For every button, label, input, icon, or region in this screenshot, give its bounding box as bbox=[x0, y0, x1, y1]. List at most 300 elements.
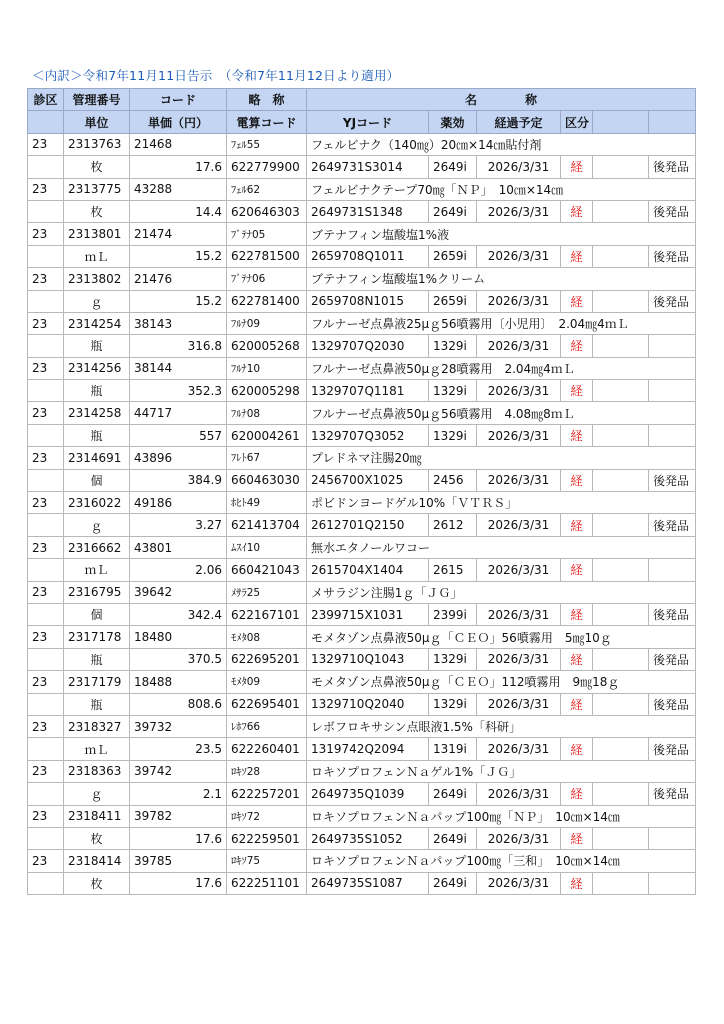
yj-cell: 2649731S3014 bbox=[307, 156, 429, 178]
code-cell: 39785 bbox=[130, 850, 227, 872]
kubun-cell: 経 bbox=[561, 738, 593, 760]
header-keika: 経過予定 bbox=[477, 111, 561, 133]
keika-cell: 2026/3/31 bbox=[477, 648, 561, 670]
table-row bbox=[28, 268, 696, 290]
table-row bbox=[28, 492, 696, 514]
yj-cell: 1329710Q1043 bbox=[307, 648, 429, 670]
name-cell: モメタゾン点鼻液50μｇ「ＣＥＯ」112噴霧用 9㎎18ｇ bbox=[307, 671, 696, 693]
blank-cell bbox=[28, 469, 64, 491]
table-row bbox=[28, 178, 696, 200]
name-cell: ロキソプロフェンＮａパップ100㎎「ＮＰ」 10㎝×14㎝ bbox=[307, 805, 696, 827]
yj-cell: 2456700X1025 bbox=[307, 469, 429, 491]
blank-cell bbox=[28, 514, 64, 536]
blank-cell bbox=[28, 380, 64, 402]
header-kubun: 区分 bbox=[561, 111, 593, 133]
shinku-cell: 23 bbox=[28, 268, 64, 290]
code-cell: 21474 bbox=[130, 223, 227, 245]
header-densan: 電算コード bbox=[227, 111, 307, 133]
code-cell: 21476 bbox=[130, 268, 227, 290]
densan-cell: 622260401 bbox=[227, 738, 307, 760]
blank-cell bbox=[593, 693, 649, 715]
header-shinku: 診区 bbox=[28, 89, 64, 111]
unit-cell: 個 bbox=[64, 603, 130, 625]
code-cell: 39742 bbox=[130, 760, 227, 782]
shinku-cell: 23 bbox=[28, 312, 64, 334]
table-row bbox=[28, 581, 696, 603]
keika-cell: 2026/3/31 bbox=[477, 290, 561, 312]
note-cell: 後発品 bbox=[649, 290, 696, 312]
kanri-cell: 2314254 bbox=[64, 312, 130, 334]
unit-cell: ｍＬ bbox=[64, 559, 130, 581]
code-cell: 43896 bbox=[130, 447, 227, 469]
keika-cell: 2026/3/31 bbox=[477, 335, 561, 357]
blank-cell bbox=[28, 693, 64, 715]
kanri-cell: 2314691 bbox=[64, 447, 130, 469]
yakko-cell: 2659i bbox=[429, 290, 477, 312]
name-cell: ロキソプロフェンＮａゲル1%「ＪＧ」 bbox=[307, 760, 696, 782]
kubun-cell: 経 bbox=[561, 827, 593, 849]
table-row bbox=[28, 223, 696, 245]
price-cell: 15.2 bbox=[130, 245, 227, 267]
kubun-cell: 経 bbox=[561, 290, 593, 312]
ryaku-cell: ﾌﾙﾅ09 bbox=[227, 312, 307, 334]
unit-cell: 枚 bbox=[64, 200, 130, 222]
table-row bbox=[28, 648, 696, 670]
shinku-cell: 23 bbox=[28, 536, 64, 558]
note-cell: 後発品 bbox=[649, 514, 696, 536]
yakko-cell: 2649i bbox=[429, 200, 477, 222]
table-row bbox=[28, 827, 696, 849]
kanri-cell: 2313775 bbox=[64, 178, 130, 200]
blank-cell bbox=[593, 559, 649, 581]
unit-cell: 瓶 bbox=[64, 693, 130, 715]
table-body bbox=[28, 133, 696, 894]
code-cell: 38143 bbox=[130, 312, 227, 334]
kubun-cell: 経 bbox=[561, 245, 593, 267]
table-row bbox=[28, 603, 696, 625]
kubun-cell: 経 bbox=[561, 335, 593, 357]
ryaku-cell: ﾌﾞﾃﾅ06 bbox=[227, 268, 307, 290]
densan-cell: 622695401 bbox=[227, 693, 307, 715]
kanri-cell: 2314256 bbox=[64, 357, 130, 379]
header-blank bbox=[28, 111, 64, 133]
table-row bbox=[28, 760, 696, 782]
yj-cell: 2612701Q2150 bbox=[307, 514, 429, 536]
price-cell: 3.27 bbox=[130, 514, 227, 536]
blank-cell bbox=[28, 559, 64, 581]
name-cell: ポビドンヨードゲル10%「ＶＴＲＳ」 bbox=[307, 492, 696, 514]
keika-cell: 2026/3/31 bbox=[477, 827, 561, 849]
yakko-cell: 1329i bbox=[429, 335, 477, 357]
blank-cell bbox=[28, 424, 64, 446]
table-row bbox=[28, 245, 696, 267]
price-cell: 384.9 bbox=[130, 469, 227, 491]
header-blank bbox=[649, 111, 696, 133]
note-cell: 後発品 bbox=[649, 200, 696, 222]
kanri-cell: 2318414 bbox=[64, 850, 130, 872]
unit-cell: ｇ bbox=[64, 514, 130, 536]
code-cell: 44717 bbox=[130, 402, 227, 424]
note-cell bbox=[649, 827, 696, 849]
kubun-cell: 経 bbox=[561, 380, 593, 402]
header-blank bbox=[593, 111, 649, 133]
blank-cell bbox=[593, 603, 649, 625]
code-cell: 39642 bbox=[130, 581, 227, 603]
table-row bbox=[28, 424, 696, 446]
ryaku-cell: ﾛｷｿ72 bbox=[227, 805, 307, 827]
kanri-cell: 2318411 bbox=[64, 805, 130, 827]
table-row bbox=[28, 872, 696, 894]
kanri-cell: 2316795 bbox=[64, 581, 130, 603]
price-cell: 17.6 bbox=[130, 872, 227, 894]
shinku-cell: 23 bbox=[28, 760, 64, 782]
code-cell: 21468 bbox=[130, 133, 227, 155]
table-row bbox=[28, 626, 696, 648]
blank-cell bbox=[28, 783, 64, 805]
yakko-cell: 2659i bbox=[429, 245, 477, 267]
table-row bbox=[28, 335, 696, 357]
shinku-cell: 23 bbox=[28, 447, 64, 469]
unit-cell: 瓶 bbox=[64, 648, 130, 670]
unit-cell: 瓶 bbox=[64, 335, 130, 357]
header-unit: 単位 bbox=[64, 111, 130, 133]
price-cell: 316.8 bbox=[130, 335, 227, 357]
unit-cell: 個 bbox=[64, 469, 130, 491]
yj-cell: 2649731S1348 bbox=[307, 200, 429, 222]
shinku-cell: 23 bbox=[28, 357, 64, 379]
name-cell: レボフロキサシン点眼液1.5%「科研」 bbox=[307, 715, 696, 737]
ryaku-cell: ﾓﾒﾀ09 bbox=[227, 671, 307, 693]
price-cell: 23.5 bbox=[130, 738, 227, 760]
shinku-cell: 23 bbox=[28, 402, 64, 424]
price-cell: 14.4 bbox=[130, 200, 227, 222]
shinku-cell: 23 bbox=[28, 715, 64, 737]
kubun-cell: 経 bbox=[561, 648, 593, 670]
unit-cell: ｇ bbox=[64, 783, 130, 805]
unit-cell: 瓶 bbox=[64, 424, 130, 446]
yakko-cell: 2456 bbox=[429, 469, 477, 491]
blank-cell bbox=[28, 200, 64, 222]
keika-cell: 2026/3/31 bbox=[477, 469, 561, 491]
code-cell: 18488 bbox=[130, 671, 227, 693]
table-row bbox=[28, 715, 696, 737]
name-cell: フルナーゼ点鼻液50μｇ28噴霧用 2.04㎎4ｍＬ bbox=[307, 357, 696, 379]
name-cell: プレドネマ注腸20㎎ bbox=[307, 447, 696, 469]
blank-cell bbox=[593, 200, 649, 222]
shinku-cell: 23 bbox=[28, 178, 64, 200]
yakko-cell: 2649i bbox=[429, 156, 477, 178]
unit-cell: 枚 bbox=[64, 827, 130, 849]
header-code: コード bbox=[130, 89, 227, 111]
blank-cell bbox=[593, 738, 649, 760]
ryaku-cell: ﾒｻﾗ25 bbox=[227, 581, 307, 603]
table-header bbox=[28, 89, 696, 134]
yakko-cell: 2649i bbox=[429, 872, 477, 894]
ryaku-cell: ﾚﾎﾌ66 bbox=[227, 715, 307, 737]
keika-cell: 2026/3/31 bbox=[477, 693, 561, 715]
shinku-cell: 23 bbox=[28, 223, 64, 245]
blank-cell bbox=[28, 827, 64, 849]
yj-cell: 2649735S1087 bbox=[307, 872, 429, 894]
unit-cell: ｍＬ bbox=[64, 245, 130, 267]
yj-cell: 1329707Q2030 bbox=[307, 335, 429, 357]
ryaku-cell: ﾓﾒﾀ08 bbox=[227, 626, 307, 648]
note-cell: 後発品 bbox=[649, 693, 696, 715]
price-cell: 2.1 bbox=[130, 783, 227, 805]
blank-cell bbox=[28, 648, 64, 670]
shinku-cell: 23 bbox=[28, 581, 64, 603]
code-cell: 39782 bbox=[130, 805, 227, 827]
blank-cell bbox=[593, 380, 649, 402]
table-row bbox=[28, 559, 696, 581]
ryaku-cell: ﾎﾋﾄ49 bbox=[227, 492, 307, 514]
name-cell: フルナーゼ点鼻液25μｇ56噴霧用〔小児用〕 2.04㎎4ｍＬ bbox=[307, 312, 696, 334]
blank-cell bbox=[593, 648, 649, 670]
densan-cell: 622781500 bbox=[227, 245, 307, 267]
note-cell bbox=[649, 559, 696, 581]
header-ryaku: 略 称 bbox=[227, 89, 307, 111]
note-cell bbox=[649, 424, 696, 446]
blank-cell bbox=[28, 156, 64, 178]
table-row bbox=[28, 514, 696, 536]
name-cell: ブテナフィン塩酸塩1%液 bbox=[307, 223, 696, 245]
blank-cell bbox=[593, 469, 649, 491]
note-cell bbox=[649, 872, 696, 894]
keika-cell: 2026/3/31 bbox=[477, 514, 561, 536]
kubun-cell: 経 bbox=[561, 559, 593, 581]
densan-cell: 620004261 bbox=[227, 424, 307, 446]
note-cell: 後発品 bbox=[649, 648, 696, 670]
name-cell: フェルビナクテープ70㎎「ＮＰ」 10㎝×14㎝ bbox=[307, 178, 696, 200]
name-cell: ブテナフィン塩酸塩1%クリーム bbox=[307, 268, 696, 290]
code-cell: 43801 bbox=[130, 536, 227, 558]
yj-cell: 1329707Q3052 bbox=[307, 424, 429, 446]
table-row bbox=[28, 380, 696, 402]
keika-cell: 2026/3/31 bbox=[477, 603, 561, 625]
note-cell: 後発品 bbox=[649, 245, 696, 267]
note-cell: 後発品 bbox=[649, 783, 696, 805]
yakko-cell: 1329i bbox=[429, 424, 477, 446]
kubun-cell: 経 bbox=[561, 693, 593, 715]
densan-cell: 622781400 bbox=[227, 290, 307, 312]
header-name: 名 称 bbox=[307, 89, 696, 111]
code-cell: 18480 bbox=[130, 626, 227, 648]
ryaku-cell: ﾌﾞﾃﾅ05 bbox=[227, 223, 307, 245]
table-row bbox=[28, 200, 696, 222]
yakko-cell: 2615 bbox=[429, 559, 477, 581]
densan-cell: 620646303 bbox=[227, 200, 307, 222]
blank-cell bbox=[593, 783, 649, 805]
price-cell: 342.4 bbox=[130, 603, 227, 625]
unit-cell: 枚 bbox=[64, 872, 130, 894]
yj-cell: 1329707Q1181 bbox=[307, 380, 429, 402]
yakko-cell: 1329i bbox=[429, 693, 477, 715]
ryaku-cell: ﾌﾙﾅ10 bbox=[227, 357, 307, 379]
keika-cell: 2026/3/31 bbox=[477, 200, 561, 222]
blank-cell bbox=[593, 872, 649, 894]
table-row bbox=[28, 447, 696, 469]
shinku-cell: 23 bbox=[28, 626, 64, 648]
table-row bbox=[28, 536, 696, 558]
blank-cell bbox=[593, 290, 649, 312]
yj-cell: 1319742Q2094 bbox=[307, 738, 429, 760]
blank-cell bbox=[593, 424, 649, 446]
price-cell: 557 bbox=[130, 424, 227, 446]
name-cell: 無水エタノールワコー bbox=[307, 536, 696, 558]
kanri-cell: 2318327 bbox=[64, 715, 130, 737]
yakko-cell: 2399i bbox=[429, 603, 477, 625]
table-row bbox=[28, 133, 696, 155]
note-cell bbox=[649, 380, 696, 402]
kanri-cell: 2316662 bbox=[64, 536, 130, 558]
name-cell: メサラジン注腸1ｇ「ＪＧ」 bbox=[307, 581, 696, 603]
keika-cell: 2026/3/31 bbox=[477, 424, 561, 446]
shinku-cell: 23 bbox=[28, 850, 64, 872]
kanri-cell: 2318363 bbox=[64, 760, 130, 782]
densan-cell: 622167101 bbox=[227, 603, 307, 625]
blank-cell bbox=[28, 738, 64, 760]
shinku-cell: 23 bbox=[28, 805, 64, 827]
blank-cell bbox=[593, 827, 649, 849]
code-cell: 39732 bbox=[130, 715, 227, 737]
densan-cell: 660421043 bbox=[227, 559, 307, 581]
blank-cell bbox=[28, 872, 64, 894]
kubun-cell: 経 bbox=[561, 783, 593, 805]
table-row bbox=[28, 290, 696, 312]
yakko-cell: 1329i bbox=[429, 380, 477, 402]
note-cell: 後発品 bbox=[649, 156, 696, 178]
yj-cell: 2659708Q1011 bbox=[307, 245, 429, 267]
header-price: 単価（円） bbox=[130, 111, 227, 133]
densan-cell: 622779900 bbox=[227, 156, 307, 178]
table-row bbox=[28, 402, 696, 424]
keika-cell: 2026/3/31 bbox=[477, 156, 561, 178]
densan-cell: 621413704 bbox=[227, 514, 307, 536]
code-cell: 49186 bbox=[130, 492, 227, 514]
notice-title: ＜内訳＞令和7年11月11日告示 （令和7年11月12日より適用） bbox=[32, 68, 400, 83]
header-kanri: 管理番号 bbox=[64, 89, 130, 111]
kanri-cell: 2313801 bbox=[64, 223, 130, 245]
ryaku-cell: ﾌﾚﾄ67 bbox=[227, 447, 307, 469]
note-cell: 後発品 bbox=[649, 603, 696, 625]
yj-cell: 2649735S1052 bbox=[307, 827, 429, 849]
blank-cell bbox=[28, 245, 64, 267]
table-row bbox=[28, 783, 696, 805]
keika-cell: 2026/3/31 bbox=[477, 559, 561, 581]
densan-cell: 622251101 bbox=[227, 872, 307, 894]
unit-cell: ｇ bbox=[64, 290, 130, 312]
yj-cell: 2615704X1404 bbox=[307, 559, 429, 581]
unit-cell: 枚 bbox=[64, 156, 130, 178]
ryaku-cell: ﾌﾙﾅ08 bbox=[227, 402, 307, 424]
kanri-cell: 2317179 bbox=[64, 671, 130, 693]
kanri-cell: 2316022 bbox=[64, 492, 130, 514]
kubun-cell: 経 bbox=[561, 603, 593, 625]
table-row bbox=[28, 805, 696, 827]
densan-cell: 660463030 bbox=[227, 469, 307, 491]
table-row bbox=[28, 671, 696, 693]
shinku-cell: 23 bbox=[28, 671, 64, 693]
drug-list-table bbox=[27, 88, 696, 895]
unit-cell: ｍＬ bbox=[64, 738, 130, 760]
code-cell: 38144 bbox=[130, 357, 227, 379]
ryaku-cell: ﾌｪﾙ62 bbox=[227, 178, 307, 200]
yakko-cell: 1319i bbox=[429, 738, 477, 760]
ryaku-cell: ﾛｷｿ28 bbox=[227, 760, 307, 782]
yakko-cell: 2649i bbox=[429, 783, 477, 805]
blank-cell bbox=[593, 156, 649, 178]
blank-cell bbox=[593, 514, 649, 536]
price-cell: 17.6 bbox=[130, 156, 227, 178]
blank-cell bbox=[28, 290, 64, 312]
densan-cell: 620005268 bbox=[227, 335, 307, 357]
yakko-cell: 2612 bbox=[429, 514, 477, 536]
header-yakko: 薬効 bbox=[429, 111, 477, 133]
ryaku-cell: ﾑｽｲ10 bbox=[227, 536, 307, 558]
note-cell: 後発品 bbox=[649, 469, 696, 491]
price-cell: 352.3 bbox=[130, 380, 227, 402]
yakko-cell: 2649i bbox=[429, 827, 477, 849]
kanri-cell: 2313763 bbox=[64, 133, 130, 155]
name-cell: モメタゾン点鼻液50μｇ「ＣＥＯ」56噴霧用 5㎎10ｇ bbox=[307, 626, 696, 648]
kanri-cell: 2313802 bbox=[64, 268, 130, 290]
table-row bbox=[28, 738, 696, 760]
kubun-cell: 経 bbox=[561, 424, 593, 446]
table-row bbox=[28, 850, 696, 872]
keika-cell: 2026/3/31 bbox=[477, 245, 561, 267]
code-cell: 43288 bbox=[130, 178, 227, 200]
table-row bbox=[28, 693, 696, 715]
blank-cell bbox=[28, 603, 64, 625]
blank-cell bbox=[593, 245, 649, 267]
table-row bbox=[28, 469, 696, 491]
price-cell: 17.6 bbox=[130, 827, 227, 849]
yj-cell: 1329710Q2040 bbox=[307, 693, 429, 715]
unit-cell: 瓶 bbox=[64, 380, 130, 402]
price-cell: 808.6 bbox=[130, 693, 227, 715]
kubun-cell: 経 bbox=[561, 156, 593, 178]
kubun-cell: 経 bbox=[561, 469, 593, 491]
yj-cell: 2659708N1015 bbox=[307, 290, 429, 312]
note-cell bbox=[649, 335, 696, 357]
kanri-cell: 2317178 bbox=[64, 626, 130, 648]
densan-cell: 622259501 bbox=[227, 827, 307, 849]
kubun-cell: 経 bbox=[561, 872, 593, 894]
note-cell: 後発品 bbox=[649, 738, 696, 760]
keika-cell: 2026/3/31 bbox=[477, 872, 561, 894]
table-row bbox=[28, 357, 696, 379]
name-cell: ロキソプロフェンＮａパップ100㎎「三和」 10㎝×14㎝ bbox=[307, 850, 696, 872]
kubun-cell: 経 bbox=[561, 514, 593, 536]
ryaku-cell: ﾛｷｿ75 bbox=[227, 850, 307, 872]
ryaku-cell: ﾌｪﾙ55 bbox=[227, 133, 307, 155]
yj-cell: 2649735Q1039 bbox=[307, 783, 429, 805]
blank-cell bbox=[593, 335, 649, 357]
densan-cell: 622695201 bbox=[227, 648, 307, 670]
yakko-cell: 1329i bbox=[429, 648, 477, 670]
price-cell: 15.2 bbox=[130, 290, 227, 312]
keika-cell: 2026/3/31 bbox=[477, 738, 561, 760]
kubun-cell: 経 bbox=[561, 200, 593, 222]
blank-cell bbox=[28, 335, 64, 357]
price-cell: 370.5 bbox=[130, 648, 227, 670]
name-cell: フェルビナク（140㎎）20㎝×14㎝貼付剤 bbox=[307, 133, 696, 155]
table-row bbox=[28, 312, 696, 334]
shinku-cell: 23 bbox=[28, 492, 64, 514]
yj-cell: 2399715X1031 bbox=[307, 603, 429, 625]
kanri-cell: 2314258 bbox=[64, 402, 130, 424]
name-cell: フルナーゼ点鼻液50μｇ56噴霧用 4.08㎎8ｍＬ bbox=[307, 402, 696, 424]
